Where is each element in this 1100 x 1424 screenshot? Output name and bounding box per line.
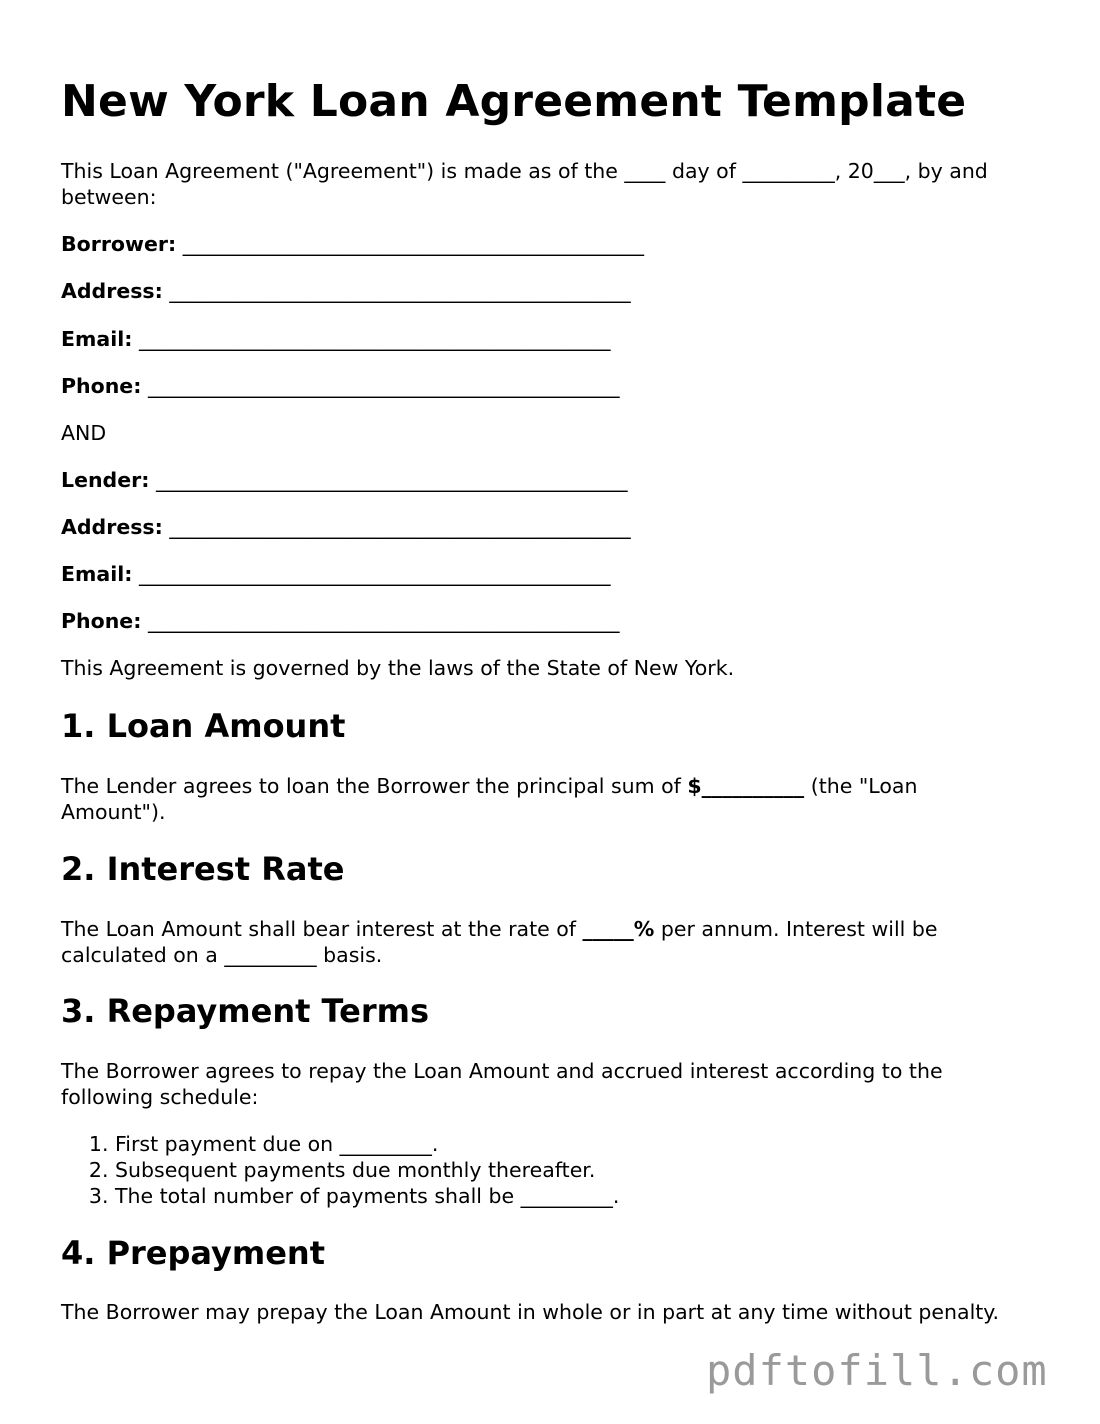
lender-email-field — [61, 561, 610, 587]
list-item: 1. First payment due on _________. — [115, 1131, 1015, 1157]
list-item: 3. The total number of payments shall be _________. — [115, 1183, 1015, 1209]
borrower-email-label: Email: — [61, 327, 133, 351]
loan-amount-paragraph — [61, 773, 1021, 825]
governing-law-paragraph: This Agreement is governed by the laws of the State of New York. — [61, 656, 735, 680]
watermark-logo: pdftofill.com — [706, 1346, 1048, 1395]
borrower-email-blank[interactable]: ______________________________________________ — [138, 327, 611, 351]
repayment-heading: 3. Repayment Terms — [61, 992, 429, 1030]
lender-address-label: Address: — [61, 515, 163, 539]
borrower-phone-blank[interactable]: ______________________________________________ — [147, 374, 620, 398]
borrower-address-field — [61, 278, 631, 304]
intro-paragraph: This Loan Agreement ("Agreement") is made as of the ____ day of _________, 20___, by and between: — [61, 159, 988, 209]
loan-amount-blank[interactable]: $__________ — [687, 774, 805, 798]
and-separator: AND — [61, 421, 107, 445]
lender-phone-blank[interactable]: ______________________________________________ — [147, 609, 620, 633]
borrower-address-blank[interactable]: _____________________________________________ — [169, 279, 631, 303]
borrower-phone-label: Phone: — [61, 374, 142, 398]
prepayment-heading: 4. Prepayment — [61, 1234, 325, 1272]
lender-name-blank[interactable]: ______________________________________________ — [155, 468, 628, 492]
lender-email-blank[interactable]: ______________________________________________ — [138, 562, 611, 586]
list-item: 2. Subsequent payments due monthly thereafter. — [115, 1157, 1015, 1183]
loan-amount-text-after: (the "Loan Amount"). — [61, 774, 918, 824]
lender-phone-field — [61, 608, 619, 634]
lender-email-label: Email: — [61, 562, 133, 586]
repayment-paragraph: The Borrower agrees to repay the Loan Amount and accrued interest according to the following schedule: — [61, 1059, 943, 1109]
lender-address-field — [61, 514, 631, 540]
borrower-email-field — [61, 326, 610, 352]
borrower-name-blank[interactable]: _____________________________________________ — [182, 232, 644, 256]
borrower-phone-field — [61, 373, 619, 399]
prepayment-paragraph: The Borrower may prepay the Loan Amount in whole or in part at any time without penalty. — [61, 1300, 1000, 1324]
interest-rate-paragraph — [61, 916, 1021, 968]
lender-address-blank[interactable]: _____________________________________________ — [169, 515, 631, 539]
borrower-name-label: Borrower: — [61, 232, 177, 256]
interest-rate-blank[interactable]: _____% — [582, 917, 655, 941]
loan-amount-heading: 1. Loan Amount — [61, 707, 346, 745]
borrower-address-label: Address: — [61, 279, 163, 303]
loan-amount-text-before: The Lender agrees to loan the Borrower the principal sum of — [61, 774, 688, 798]
interest-rate-text-after: per annum. Interest will be calculated on a _________ basis. — [61, 917, 938, 967]
lender-phone-label: Phone: — [61, 609, 142, 633]
interest-rate-heading: 2. Interest Rate — [61, 850, 345, 888]
interest-rate-text-before: The Loan Amount shall bear interest at the rate of — [61, 917, 583, 941]
document-title: New York Loan Agreement Template — [61, 76, 967, 127]
repayment-schedule-list — [61, 1131, 1015, 1209]
lender-name-field — [61, 467, 627, 493]
lender-name-label: Lender: — [61, 468, 150, 492]
borrower-name-field — [61, 231, 644, 257]
